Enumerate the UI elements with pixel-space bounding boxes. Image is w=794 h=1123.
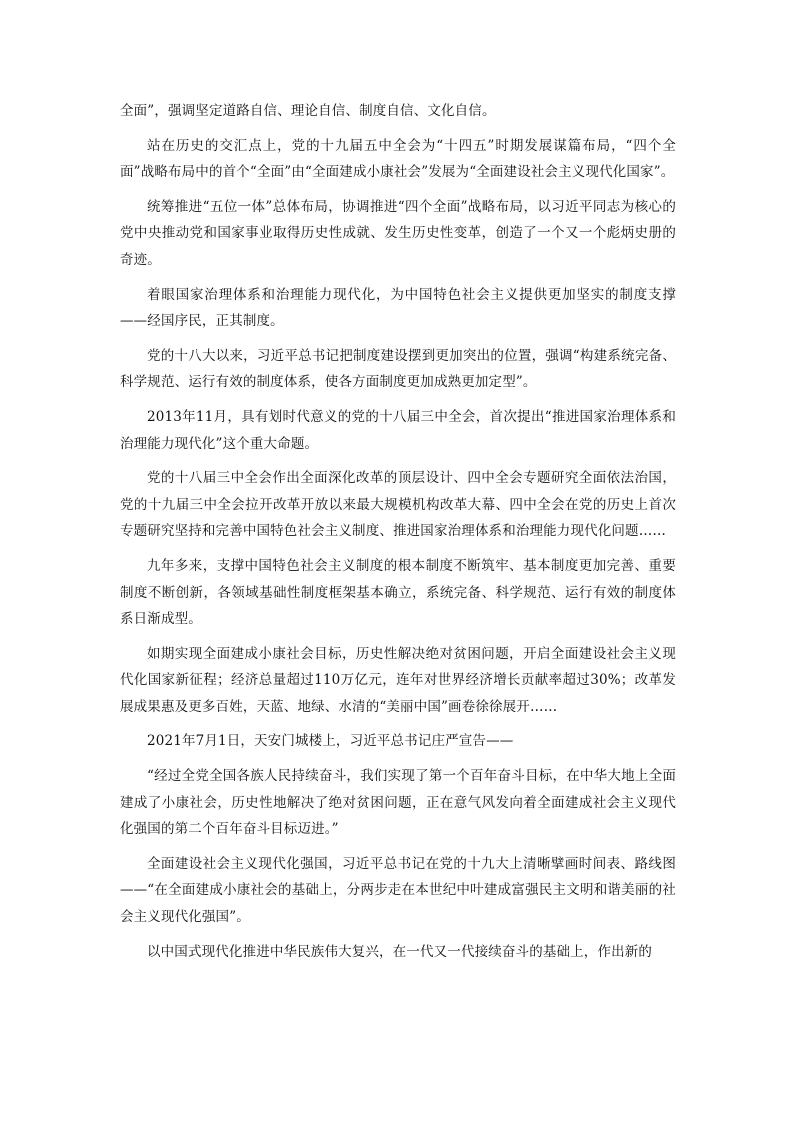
paragraph: 统筹推进“五位一体”总体布局，协调推进“四个全面”战略布局，以习近平同志为核心的党中央推动党和国家事业取得历史性成就、发生历史性变革，创造了一个又一个彪炳史册的奇迹。 (120, 198, 676, 268)
article-body (120, 98, 676, 973)
quote-paragraph: “经过全党全国各族人民持续奋斗，我们实现了第一个百年奋斗目标，在中华大地上全面建成了小康社会，历史性地解决了绝对贫困问题，正在意气风发向着全面建成社会主义现代化强国的第二个百年奋斗目标迈进。” (120, 768, 676, 838)
paragraph: 党的十八大以来，习近平总书记把制度建设摆到更加突出的位置，强调“构建系统完备、科学规范、运行有效的制度体系，使各方面制度更加成熟更加定型”。 (120, 347, 676, 391)
paragraph: 全面建设社会主义现代化强国，习近平总书记在党的十九大上清晰擘画时间表、路线图——“在全面建成小康社会的基础上，分两步走在本世纪中叶建成富强民主文明和谐美丽的社会主义现代化强国”。 (120, 855, 676, 926)
paragraph: 2013年11月，具有划时代意义的党的十八届三中全会，首次提出“推进国家治理体系和治理能力现代化”这个重大命题。 (120, 408, 676, 452)
paragraph: 2021年7月1日，天安门城楼上，习近平总书记庄严宣告—— (147, 733, 514, 750)
paragraph: 党的十八届三中全会作出全面深化改革的顶层设计、四中全会专题研究全面依法治国，党的十九届三中全会拉开改革开放以来最大规模机构改革大幕、四中全会在党的历史上首次专题研究坚持和完善中国特色社会主义制度、推进国家治理体系和治理能力现代化问题…… (120, 470, 676, 540)
paragraph: 如期实现全面建成小康社会目标，历史性解决绝对贫困问题，开启全面建设社会主义现代化国家新征程；经济总量超过110万亿元，连年对世界经济增长贡献率超过30%；改革发展成果惠及更多百姓，天蓝、地绿、水清的“美丽中国”画卷徐徐展开…… (120, 645, 676, 715)
paragraph: 九年多来，支撑中国特色社会主义制度的根本制度不断筑牢、基本制度更加完善、重要制度不断创新，各领域基础性制度框架基本确立，系统完备、科学规范、运行有效的制度体系日渐成型。 (120, 557, 676, 628)
paragraph: 站在历史的交汇点上，党的十九届五中全会为“十四五”时期发展谋篇布局，“四个全面”战略布局中的首个“全面”由“全面建成小康社会”发展为“全面建设社会主义现代化国家”。 (120, 137, 676, 181)
paragraph: 以中国式现代化推进中华民族伟大复兴，在一代又一代接续奋斗的基础上，作出新的 (147, 943, 653, 960)
paragraph: 全面”，强调坚定道路自信、理论自信、制度自信、文化自信。 (120, 103, 496, 119)
paragraph: 着眼国家治理体系和治理能力现代化，为中国特色社会主义提供更加坚实的制度支撑——经国序民，正其制度。 (120, 286, 676, 330)
